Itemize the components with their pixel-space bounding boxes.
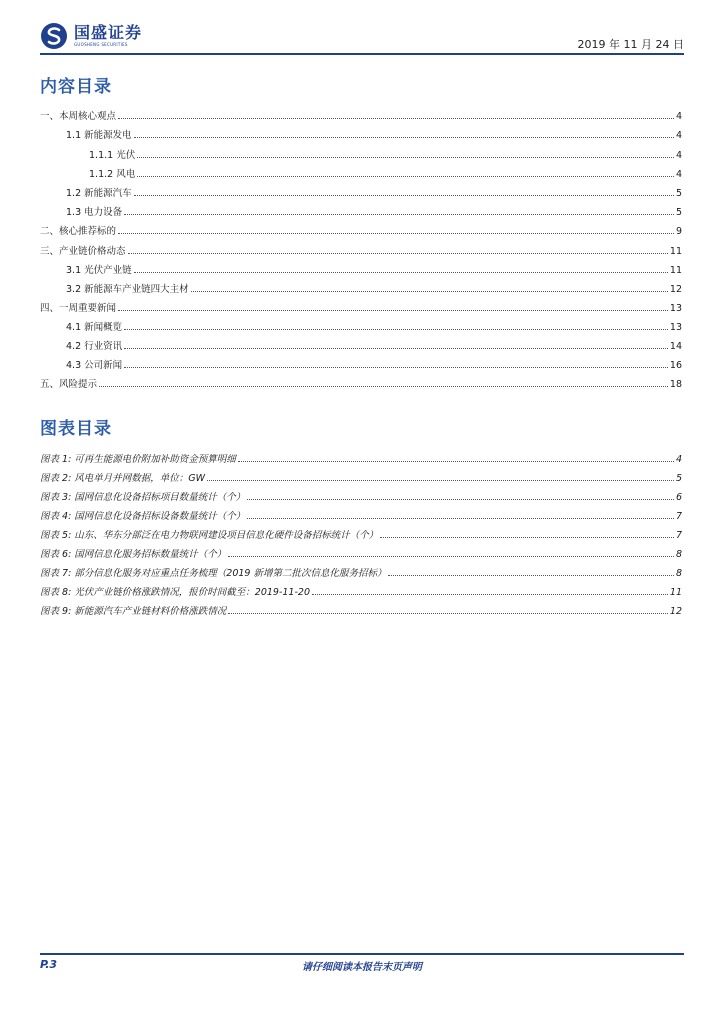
toc-item[interactable] — [89, 142, 682, 161]
toc-item[interactable] — [89, 161, 682, 180]
leader-dots — [247, 498, 674, 500]
toc-item-page: 18 — [669, 379, 682, 390]
leader-dots — [134, 271, 668, 273]
toc-item-label: 二、核心推荐标的 — [40, 226, 117, 237]
logo-english-name: GUOSHENG SECURITIES — [74, 42, 128, 47]
leader-dots — [124, 347, 668, 349]
logo-mark-icon — [40, 22, 68, 50]
report-date: 2019 年 11 月 24 日 — [577, 38, 684, 51]
toc-item-label: 1.2 新能源汽车 — [66, 188, 132, 199]
toc-item-label: 4.1 新闻概览 — [66, 322, 123, 333]
leader-dots — [118, 309, 668, 311]
toc-item-page: 4 — [675, 150, 682, 161]
footer-disclaimer: 请仔细阅读本报告末页声明 — [302, 962, 422, 973]
toc-item-page: 11 — [669, 246, 682, 257]
toc-item-label: 1.1 新能源发电 — [66, 130, 132, 141]
toc-item[interactable] — [66, 276, 682, 295]
leader-dots — [228, 612, 668, 614]
toc-item-page: 4 — [675, 169, 682, 180]
toc-item-page: 4 — [675, 130, 682, 141]
toc-item-label: 3.1 光伏产业链 — [66, 265, 132, 276]
toc-item-page: 5 — [675, 188, 682, 199]
leader-dots — [137, 175, 674, 177]
figure-item-page: 6 — [675, 492, 682, 503]
figure-item-label: 图表 3: 国网信息化设备招标项目数量统计（个） — [40, 492, 246, 503]
toc-item-page: 16 — [669, 360, 682, 371]
toc-item[interactable] — [66, 333, 682, 352]
toc-item-label: 3.2 新能源车产业链四大主材 — [66, 284, 189, 295]
leader-dots — [128, 252, 668, 254]
leader-dots — [312, 593, 668, 595]
page-number: P.3 — [40, 958, 58, 971]
toc-item-page: 12 — [669, 284, 682, 295]
leader-dots — [134, 136, 674, 138]
figure-item[interactable] — [40, 560, 682, 579]
figure-item-label: 图表 1: 可再生能源电价附加补助资金预算明细 — [40, 454, 236, 465]
figure-item[interactable] — [40, 503, 682, 522]
figure-item-label: 图表 2: 风电单月并网数据，单位：GW — [40, 473, 206, 484]
figure-item-label: 图表 6: 国网信息化服务招标数量统计（个） — [40, 549, 227, 560]
toc-item-page: 4 — [675, 111, 682, 122]
toc-item[interactable] — [66, 257, 682, 276]
toc-item[interactable] — [66, 352, 682, 371]
toc-item-label: 4.2 行业资讯 — [66, 341, 123, 352]
company-logo — [40, 22, 142, 50]
leader-dots — [247, 517, 674, 519]
figure-item-page: 12 — [669, 606, 682, 617]
toc-item[interactable] — [66, 314, 682, 333]
footer-divider — [40, 953, 684, 955]
figure-item-label: 图表 8: 光伏产业链价格涨跌情况，报价时间截至：2019-11-20 — [40, 587, 310, 598]
toc-item-page: 13 — [669, 322, 682, 333]
leader-dots — [118, 232, 674, 234]
header-divider — [40, 53, 684, 55]
figure-item[interactable] — [40, 598, 682, 617]
toc-item[interactable] — [66, 122, 682, 141]
figure-item-label: 图表 5: 山东、华东分部泛在电力物联网建设项目信息化硬件设备招标统计（个） — [40, 530, 379, 541]
figure-item-page: 8 — [675, 568, 682, 579]
toc-item[interactable] — [40, 295, 682, 314]
figure-item-label: 图表 9: 新能源汽车产业链材料价格涨跌情况 — [40, 606, 227, 617]
toc-item-label: 4.3 公司新闻 — [66, 360, 123, 371]
toc-item[interactable] — [40, 103, 682, 122]
toc-item-page: 9 — [675, 226, 682, 237]
figure-item[interactable] — [40, 465, 682, 484]
figure-item[interactable] — [40, 484, 682, 503]
figure-item[interactable] — [40, 446, 682, 465]
toc-item-page: 13 — [669, 303, 682, 314]
leader-dots — [99, 385, 668, 387]
leader-dots — [238, 460, 674, 462]
toc-item-label: 三、产业链价格动态 — [40, 246, 126, 257]
leader-dots — [124, 366, 668, 368]
leader-dots — [228, 555, 674, 557]
toc-item[interactable] — [40, 218, 682, 237]
figure-item-page: 5 — [675, 473, 682, 484]
figure-item-label: 图表 4: 国网信息化设备招标设备数量统计（个） — [40, 511, 246, 522]
figure-item[interactable] — [40, 579, 682, 598]
leader-dots — [380, 536, 674, 538]
toc-item-page: 14 — [669, 341, 682, 352]
figure-item[interactable] — [40, 522, 682, 541]
toc-item[interactable] — [40, 371, 682, 390]
toc-item[interactable] — [40, 238, 682, 257]
page-header — [40, 20, 684, 56]
leader-dots — [118, 117, 674, 119]
toc-item-label: 1.1.2 风电 — [89, 169, 136, 180]
figure-item-page: 4 — [675, 454, 682, 465]
figure-item-page: 11 — [669, 587, 682, 598]
logo-chinese-name: 国盛证券 — [74, 23, 143, 42]
toc-title: 内容目录 — [40, 77, 112, 97]
leader-dots — [137, 156, 674, 158]
figures-title: 图表目录 — [40, 419, 112, 439]
leader-dots — [388, 574, 673, 576]
toc-item-label: 1.1.1 光伏 — [89, 150, 136, 161]
leader-dots — [207, 479, 674, 481]
toc-item[interactable] — [66, 199, 682, 218]
leader-dots — [124, 328, 668, 330]
leader-dots — [124, 213, 674, 215]
figure-item-page: 7 — [675, 530, 682, 541]
figure-item-page: 8 — [675, 549, 682, 560]
toc-item-label: 四、一周重要新闻 — [40, 303, 117, 314]
toc-item-label: 一、本周核心观点 — [40, 111, 117, 122]
figure-item-page: 7 — [675, 511, 682, 522]
toc-item-label: 1.3 电力设备 — [66, 207, 123, 218]
toc-item[interactable] — [66, 180, 682, 199]
toc-item-label: 五、风险提示 — [40, 379, 98, 390]
figure-item-label: 图表 7: 部分信息化服务对应重点任务梳理（2019 新增第二批次信息化服务招标） — [40, 568, 387, 579]
figure-item[interactable] — [40, 541, 682, 560]
leader-dots — [191, 290, 668, 292]
toc-item-page: 5 — [675, 207, 682, 218]
toc-item-page: 11 — [669, 265, 682, 276]
leader-dots — [134, 194, 674, 196]
